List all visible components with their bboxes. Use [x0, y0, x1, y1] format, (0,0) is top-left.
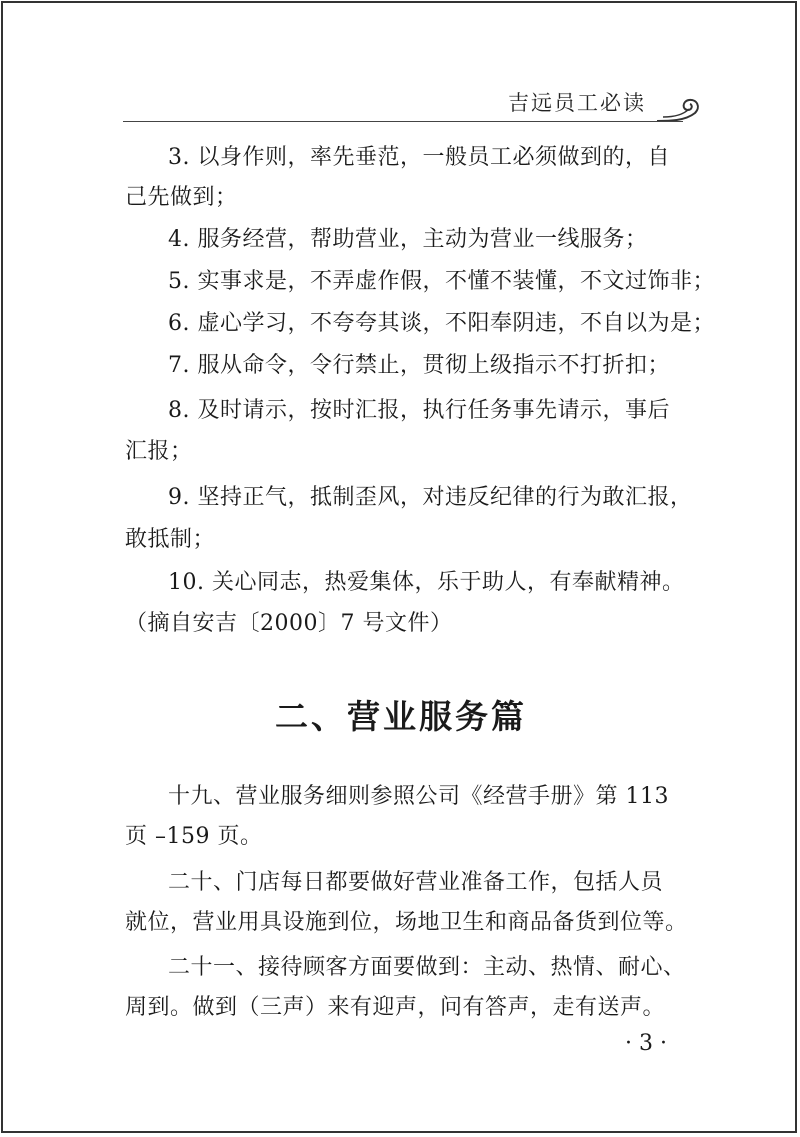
rule-item-6: 6. 虚心学习，不夸夸其谈，不阳奉阴违，不自以为是； [168, 311, 715, 336]
rule-item-3-line-2: 己先做到； [125, 185, 238, 210]
article-19-line-2: 页 –159 页。 [125, 824, 263, 849]
article-19-line-1: 十九、营业服务细则参照公司《经营手册》第 113 [168, 784, 669, 809]
source-citation: （摘自安吉〔2000〕7 号文件） [125, 611, 453, 636]
rule-item-8-line-2: 汇报； [125, 439, 193, 464]
scroll-ornament-icon [655, 91, 703, 125]
rule-item-8-line-1: 8. 及时请示，按时汇报，执行任务事先请示，事后 [168, 398, 670, 423]
running-header-title: 吉远员工必读 [508, 91, 646, 115]
article-20-line-2: 就位，营业用具设施到位，场地卫生和商品备货到位等。 [125, 910, 688, 935]
header-rule [123, 121, 683, 122]
section-title: 二、营业服务篇 [275, 697, 527, 736]
rule-item-9-line-2: 敢抵制； [125, 527, 216, 552]
article-20-line-1: 二十、门店每日都要做好营业准备工作，包括人员 [168, 870, 664, 895]
article-21-line-2: 周到。做到（三声）来有迎声，问有答声，走有送声。 [125, 995, 666, 1020]
rule-item-7: 7. 服从命令，令行禁止，贯彻上级指示不打折扣； [168, 353, 670, 378]
rule-item-9-line-1: 9. 坚持正气，抵制歪风，对违反纪律的行为敢汇报， [168, 485, 693, 510]
rule-item-10: 10. 关心同志，热爱集体，乐于助人，有奉献精神。 [168, 570, 685, 595]
page-number: · 3 · [625, 1031, 667, 1056]
rule-item-3-line-1: 3. 以身作则，率先垂范，一般员工必须做到的，自 [168, 145, 670, 170]
rule-item-5: 5. 实事求是，不弄虚作假，不懂不装懂，不文过饰非； [168, 269, 715, 294]
document-page [1, 1, 797, 1133]
article-21-line-1: 二十一、接待顾客方面要做到：主动、热情、耐心、 [168, 955, 686, 980]
rule-item-4: 4. 服务经营，帮助营业，主动为营业一线服务； [168, 227, 648, 252]
